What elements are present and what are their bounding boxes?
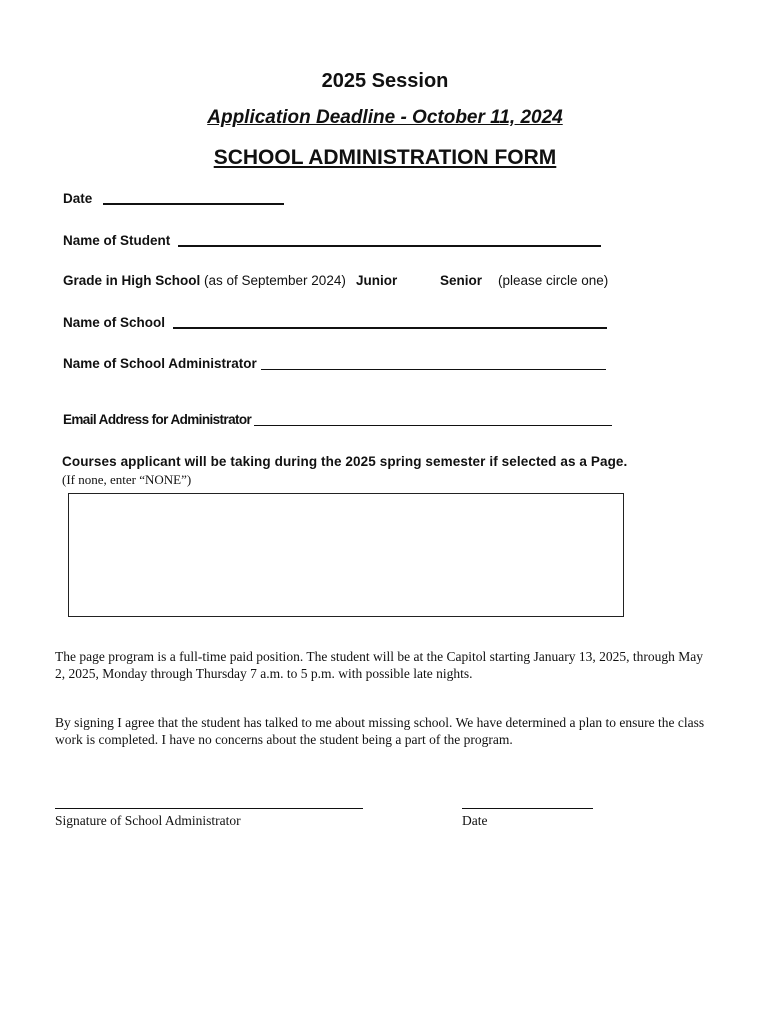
grade-option-senior[interactable]: Senior (440, 273, 483, 288)
courses-label: Courses applicant will be taking during the 2025 spring semester if selected as a Page. (62, 454, 628, 469)
grade-label: Grade in High School (63, 273, 201, 288)
application-deadline: Application Deadline - October 11, 2024 (207, 107, 563, 128)
courses-note: (If none, enter “NONE”) (62, 472, 192, 487)
administrator-name-label: Name of School Administrator (63, 356, 257, 371)
grade-instruction: (please circle one) (498, 273, 609, 288)
session-title: 2025 Session (321, 70, 449, 92)
date-label: Date (63, 191, 93, 206)
school-name-field[interactable] (173, 327, 607, 329)
administrator-email-label: Email Address for Administrator (63, 412, 252, 427)
administrator-name-field[interactable] (261, 369, 606, 370)
program-info-paragraph: The page program is a full-time paid position. The student will be at the Capitol starting January 13, 2025, through May 2, 2025, Monday through Thursday 7 a.m. to 5 p.m. with possible late nights. (55, 649, 703, 681)
signature-label: Signature of School Administrator (55, 813, 241, 828)
student-name-label: Name of Student (63, 233, 171, 248)
student-name-field[interactable] (178, 245, 601, 247)
grade-option-junior[interactable]: Junior (356, 273, 398, 288)
agreement-paragraph: By signing I agree that the student has talked to me about missing school. We have determined a plan to ensure the class work is completed. I have no concerns about the student being a part of the program. (55, 715, 705, 747)
school-name-label: Name of School (63, 315, 166, 330)
administrator-email-field[interactable] (254, 425, 612, 426)
signature-date-label: Date (462, 813, 488, 828)
form-title: SCHOOL ADMINISTRATION FORM (213, 146, 557, 169)
courses-textbox[interactable] (68, 493, 624, 617)
grade-note: (as of September 2024) (204, 273, 346, 288)
date-field[interactable] (103, 203, 284, 205)
signature-field[interactable] (55, 808, 363, 809)
signature-date-field[interactable] (462, 808, 593, 809)
